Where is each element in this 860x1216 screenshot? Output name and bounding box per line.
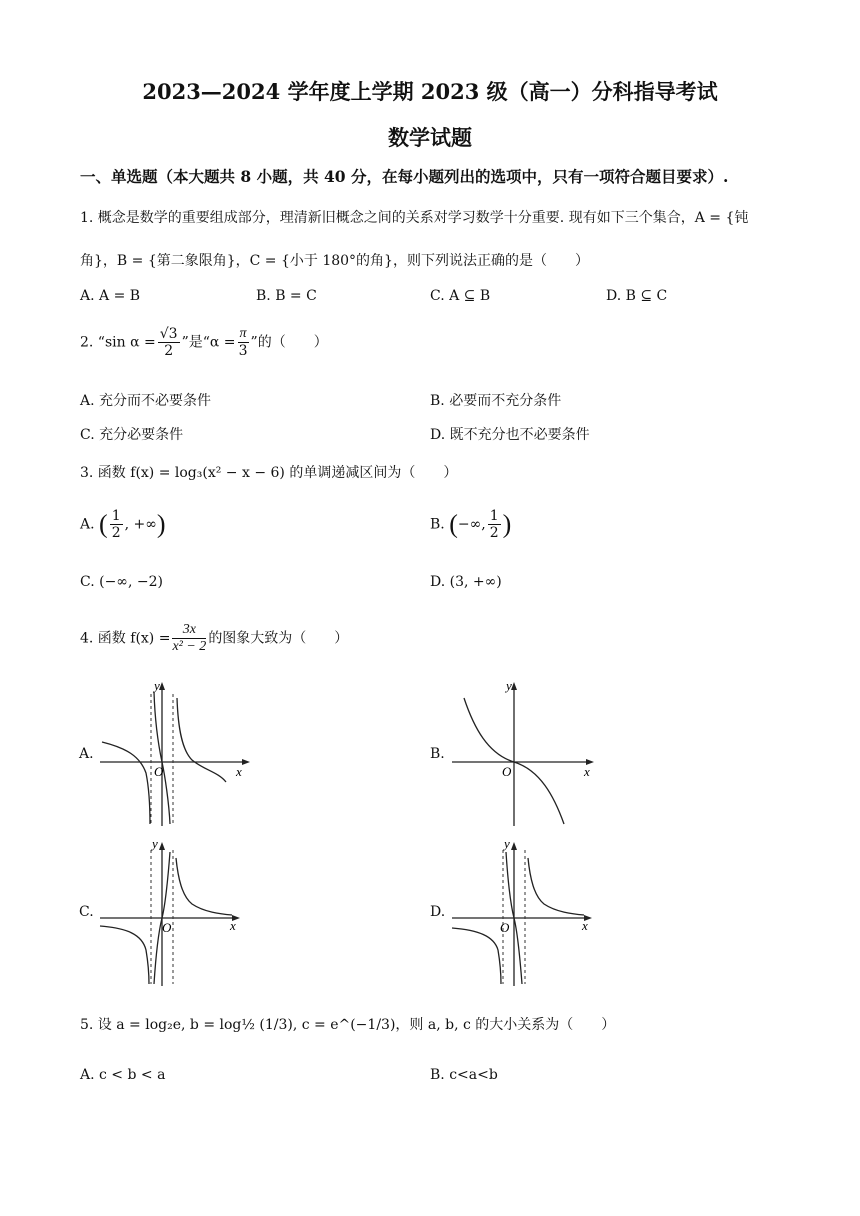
q1-stem-line1: 1. 概念是数学的重要组成部分，理清新旧概念之间的关系对学习数学十分重要. 现有如下三个集合，A = {钝 [80, 210, 749, 226]
q4-graph-d [448, 838, 608, 988]
q4-graph-c [96, 838, 256, 988]
q4b-y-label: y [506, 678, 512, 693]
q3-option-d: D. (3, +∞) [430, 574, 502, 590]
q2-frac-sqrt3-over-2: $\frac{√3}{2}$ [159, 326, 178, 360]
q2-mid: ”是“α = [181, 334, 236, 351]
exam-subtitle: 数学试题 [388, 125, 472, 150]
q2-stem [80, 326, 328, 359]
q4d-y-label: y [504, 838, 510, 851]
q4b-x-label: x [584, 764, 590, 779]
q5-stem: 5. 设 a = log₂e, b = log½ (1/3), c = e^(−1/3)，则 a, b, c 的大小关系为（ ） [80, 1017, 616, 1033]
q4-label-d: D. [430, 904, 446, 920]
q4c-y-label: y [152, 838, 158, 851]
q3-option-a: A. ( $\frac{1}{2}$ , +∞) [80, 508, 166, 542]
q3-option-b: B. (−∞, $\frac{1}{2}$ ) [430, 508, 512, 542]
q1-stem-line2: 角}，B = {第二象限角}，C = {小于 180°的角}，则下列说法正确的是（ ） [80, 253, 589, 269]
q2-frac-pi-over-3: $\frac{\pi}{3}$ [238, 326, 248, 360]
q4-stem: 4. 函数 f(x) = $\frac{3x}{\text{x² − 2}}$ 的图象大致为（ ） [80, 622, 349, 655]
q4a-origin: O [154, 764, 164, 779]
q4-label-b: B. [430, 746, 445, 762]
q4-label-a: A. [79, 746, 94, 762]
q2-suffix: ”的（ ） [250, 334, 328, 351]
q1-option-d: D. B ⊆ C [606, 288, 668, 304]
q4d-x-label: x [582, 918, 588, 933]
q1-option-c: C. A ⊆ B [430, 288, 491, 304]
q4a-y-label: y [154, 678, 160, 693]
exam-title: 2023—2024 学年度上学期 2023 级（高一）分科指导考试 [142, 79, 718, 104]
section-heading: 一、单选题（本大题共 8 小题，共 40 分，在每小题列出的选项中，只有一项符合题目要求）. [80, 167, 729, 186]
q2-option-c: C. 充分必要条件 [80, 427, 184, 443]
q5-option-b: B. c<a<b [430, 1067, 498, 1083]
q1-option-b: B. B = C [256, 288, 317, 304]
q4d-origin: O [500, 920, 510, 935]
q4c-origin: O [162, 920, 172, 935]
q3-stem: 3. 函数 f(x) = log₃(x² − x − 6) 的单调递减区间为（ ） [80, 465, 458, 481]
q4-label-c: C. [79, 904, 94, 920]
q4b-origin: O [502, 764, 512, 779]
q4-graph-a [96, 678, 256, 828]
q4a-x-label: x [236, 764, 242, 779]
q3-option-c: C. (−∞, −2) [80, 574, 163, 590]
q4c-x-label: x [230, 918, 236, 933]
q2-option-b: B. 必要而不充分条件 [430, 393, 562, 409]
q2-option-d: D. 既不充分也不必要条件 [430, 427, 590, 443]
q4-graph-b [448, 678, 608, 828]
q2-prefix: 2. “sin α = [80, 334, 156, 351]
q2-option-a: A. 充分而不必要条件 [80, 393, 212, 409]
q1-option-a: A. A = B [80, 288, 141, 304]
q5-option-a: A. c < b < a [80, 1067, 166, 1083]
